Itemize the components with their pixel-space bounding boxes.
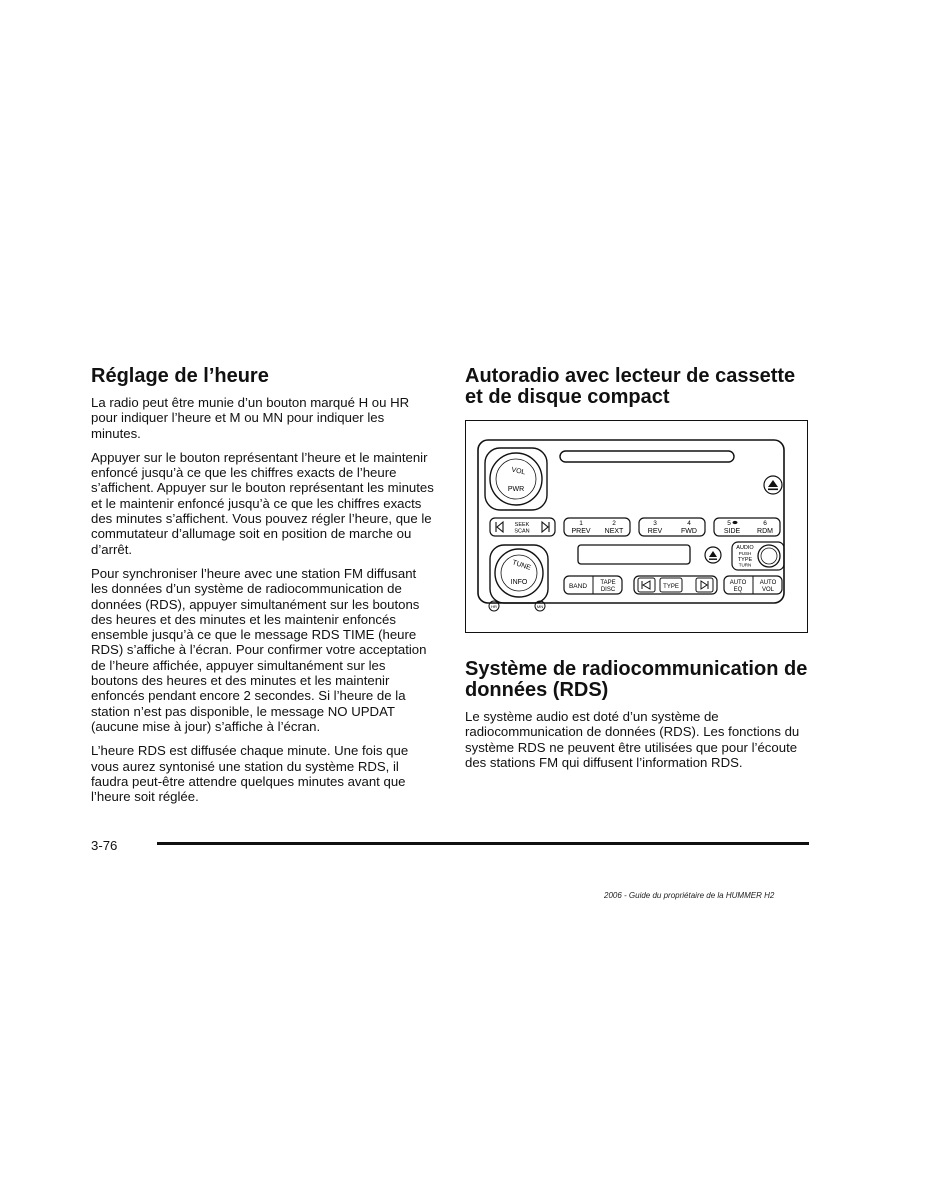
svg-text:PUSH: PUSH bbox=[738, 551, 752, 556]
svg-text:2: 2 bbox=[612, 520, 616, 527]
footer-rule bbox=[157, 842, 809, 845]
svg-text:TURN: TURN bbox=[738, 562, 752, 568]
svg-text:PREV: PREV bbox=[571, 528, 591, 535]
svg-text:DISC: DISC bbox=[600, 587, 616, 593]
type-buttons[interactable] bbox=[634, 576, 717, 594]
pwr-label: PWR bbox=[507, 486, 525, 493]
svg-text:SEEK: SEEK bbox=[514, 522, 530, 528]
svg-text:3: 3 bbox=[653, 520, 657, 527]
svg-text:SCAN: SCAN bbox=[514, 528, 530, 535]
section-heading-time: Réglage de l’heure bbox=[91, 365, 269, 387]
radio-illustration bbox=[465, 420, 808, 633]
auto-eq-vol-buttons[interactable] bbox=[724, 576, 782, 594]
svg-text:4: 4 bbox=[687, 520, 691, 527]
preset-buttons-5-6[interactable] bbox=[714, 518, 780, 536]
svg-text:TUNE: TUNE bbox=[511, 559, 532, 572]
svg-text:RDM: RDM bbox=[757, 528, 773, 535]
paragraph: L’heure RDS est diffusée chaque minute. Une fois que vous aurez syntonisé une station du système RDS, il faudra peut-être attendre quelques minutes avant que l’heure soit réglée. bbox=[91, 743, 409, 805]
paragraph: La radio peut être munie d’un bouton marqué H ou HR pour indiquer l’heure et M ou MN pour indiquer les minutes. bbox=[91, 395, 410, 441]
svg-text:5: 5 bbox=[727, 520, 731, 527]
tune-knob[interactable] bbox=[490, 545, 548, 603]
audio-knob[interactable] bbox=[732, 542, 784, 570]
svg-text:TYPE: TYPE bbox=[663, 584, 679, 590]
svg-text:TYPE: TYPE bbox=[737, 557, 753, 563]
radio-faceplate-drawing bbox=[466, 421, 806, 631]
section-heading-rds: Système de radiocommunication de données (RDS) bbox=[465, 658, 808, 701]
svg-text:AUDIO: AUDIO bbox=[736, 545, 754, 551]
svg-text:HR: HR bbox=[491, 604, 497, 609]
left-column bbox=[91, 366, 436, 813]
svg-text:SIDE: SIDE bbox=[723, 528, 741, 535]
svg-text:FWD: FWD bbox=[681, 528, 697, 535]
svg-text:AUTO: AUTO bbox=[759, 580, 777, 586]
svg-text:MN: MN bbox=[536, 604, 544, 609]
paragraph: Pour synchroniser l’heure avec une station FM diffusant les données d’un système de radiocommunication de données (RDS), appuyer simultanément sur les boutons des heures et des minutes et les maintenir enfoncés ensemble jusqu’à ce que le message RDS TIME (heure RDS) s’affiche à l’écran. Pour confirmer votre acceptation de l’heure affichée, appuyer simultanément sur les boutons des heures et des minutes et les maintenir enfoncés pendant encore 2 secondes. Si l’heure de la station n’est pas disponible, le message NO UPDAT (aucune mise à jour) s’affiche à l’écran. bbox=[91, 565, 427, 734]
eject-tape-button[interactable] bbox=[705, 547, 721, 563]
footer-text: 2006 - Guide du propriétaire de la HUMMER H2 bbox=[604, 891, 775, 900]
svg-text:VOL: VOL bbox=[761, 587, 775, 593]
page-number: 3-76 bbox=[91, 838, 118, 853]
svg-text:BAND: BAND bbox=[568, 583, 588, 590]
tape-slot bbox=[578, 545, 690, 564]
svg-text:EQ: EQ bbox=[733, 587, 743, 593]
preset-buttons-3-4[interactable] bbox=[639, 518, 705, 536]
paragraph: Le système audio est doté d’un système de radiocommunication de données (RDS). Les fonctions du système RDS ne peuvent être utilisées que pour l’écoute des stations FM qui diffusent l’information RDS. bbox=[465, 709, 800, 770]
side-icon bbox=[733, 521, 738, 524]
volume-knob[interactable] bbox=[485, 448, 547, 510]
cd-slot bbox=[560, 451, 734, 462]
section-heading-radio: Autoradio avec lecteur de cassette et de disque compact bbox=[465, 365, 796, 408]
svg-text:NEXT: NEXT bbox=[604, 528, 624, 535]
svg-text:REV: REV bbox=[647, 528, 663, 535]
band-tape-button[interactable] bbox=[564, 576, 622, 594]
vol-label: VOL bbox=[510, 466, 526, 477]
svg-text:INFO: INFO bbox=[510, 579, 528, 586]
eject-cd-button[interactable] bbox=[764, 476, 782, 494]
right-column bbox=[465, 366, 810, 779]
seek-scan-button[interactable] bbox=[490, 518, 555, 536]
paragraph: Appuyer sur le bouton représentant l’heure et le maintenir enfoncé jusqu’à ce que les chiffres exacts de l’heure s’affichent. Appuyer sur le bouton représentant les minutes et le maintenir enfoncé jusqu’à ce que les chiffres exacts des minutes s’affichent. Vous pouvez régler l’heure, que le commutateur d’allumage soit en position de marche ou d’arrêt. bbox=[91, 449, 434, 557]
preset-buttons-1-2[interactable] bbox=[564, 518, 630, 536]
svg-text:AUTO: AUTO bbox=[729, 580, 747, 586]
svg-text:1: 1 bbox=[579, 520, 583, 527]
svg-text:TAPE: TAPE bbox=[600, 580, 616, 586]
svg-text:6: 6 bbox=[763, 520, 767, 527]
